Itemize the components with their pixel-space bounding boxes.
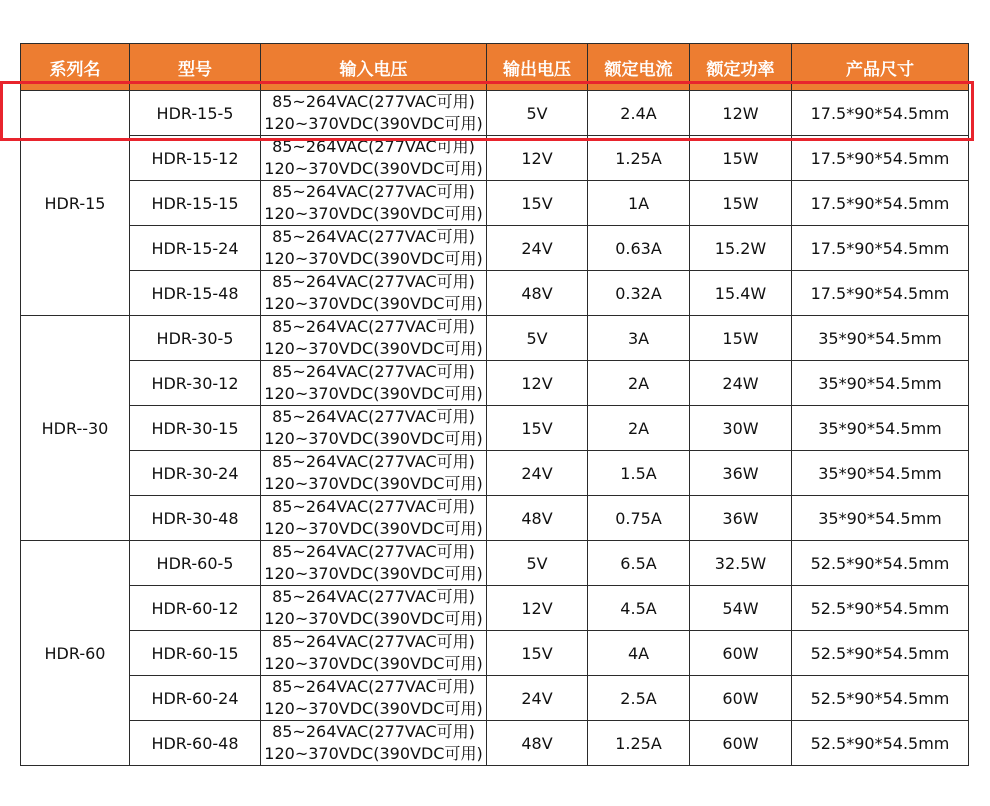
output-voltage-cell: 15V bbox=[487, 181, 588, 226]
model-cell: HDR-60-24 bbox=[130, 676, 261, 721]
input-dc-range: 120~370VDC(390VDC可用) bbox=[264, 159, 483, 178]
input-voltage-cell bbox=[261, 631, 487, 676]
rated-current-cell: 1.25A bbox=[588, 721, 690, 766]
rated-current-cell: 6.5A bbox=[588, 541, 690, 586]
rated-current-cell: 0.75A bbox=[588, 496, 690, 541]
rated-power-cell: 54W bbox=[690, 586, 792, 631]
output-voltage-cell: 5V bbox=[487, 541, 588, 586]
input-dc-range: 120~370VDC(390VDC可用) bbox=[264, 609, 483, 628]
model-cell: HDR-60-12 bbox=[130, 586, 261, 631]
product-size-cell: 35*90*54.5mm bbox=[792, 496, 969, 541]
input-ac-range: 85~264VAC(277VAC可用) bbox=[272, 722, 475, 741]
table-row bbox=[21, 541, 969, 586]
input-ac-range: 85~264VAC(277VAC可用) bbox=[272, 92, 475, 111]
input-voltage-cell bbox=[261, 541, 487, 586]
input-ac-range: 85~264VAC(277VAC可用) bbox=[272, 632, 475, 651]
rated-power-cell: 15W bbox=[690, 181, 792, 226]
input-voltage-cell bbox=[261, 91, 487, 136]
product-size-cell: 17.5*90*54.5mm bbox=[792, 136, 969, 181]
model-cell: HDR-15-12 bbox=[130, 136, 261, 181]
table-row bbox=[21, 721, 969, 766]
header-rated-power: 额定功率 bbox=[690, 44, 792, 91]
rated-current-cell: 2.5A bbox=[588, 676, 690, 721]
series-name-cell: HDR-60 bbox=[21, 541, 130, 766]
table-row bbox=[21, 406, 969, 451]
product-size-cell: 52.5*90*54.5mm bbox=[792, 721, 969, 766]
rated-power-cell: 24W bbox=[690, 361, 792, 406]
input-dc-range: 120~370VDC(390VDC可用) bbox=[264, 114, 483, 133]
input-voltage-cell bbox=[261, 676, 487, 721]
header-rated-current: 额定电流 bbox=[588, 44, 690, 91]
model-cell: HDR-15-24 bbox=[130, 226, 261, 271]
input-ac-range: 85~264VAC(277VAC可用) bbox=[272, 137, 475, 156]
rated-current-cell: 1.5A bbox=[588, 451, 690, 496]
output-voltage-cell: 48V bbox=[487, 496, 588, 541]
output-voltage-cell: 12V bbox=[487, 136, 588, 181]
product-size-cell: 52.5*90*54.5mm bbox=[792, 586, 969, 631]
rated-power-cell: 32.5W bbox=[690, 541, 792, 586]
table-row bbox=[21, 226, 969, 271]
model-cell: HDR-60-5 bbox=[130, 541, 261, 586]
input-dc-range: 120~370VDC(390VDC可用) bbox=[264, 654, 483, 673]
input-voltage-cell bbox=[261, 271, 487, 316]
rated-power-cell: 15W bbox=[690, 316, 792, 361]
input-ac-range: 85~264VAC(277VAC可用) bbox=[272, 587, 475, 606]
input-dc-range: 120~370VDC(390VDC可用) bbox=[264, 699, 483, 718]
input-voltage-cell bbox=[261, 586, 487, 631]
rated-power-cell: 12W bbox=[690, 91, 792, 136]
input-voltage-cell bbox=[261, 406, 487, 451]
input-dc-range: 120~370VDC(390VDC可用) bbox=[264, 519, 483, 538]
spec-table bbox=[20, 43, 969, 766]
output-voltage-cell: 48V bbox=[487, 721, 588, 766]
product-size-cell: 52.5*90*54.5mm bbox=[792, 541, 969, 586]
model-cell: HDR-30-24 bbox=[130, 451, 261, 496]
input-voltage-cell bbox=[261, 721, 487, 766]
series-name-cell: HDR--30 bbox=[21, 316, 130, 541]
model-cell: HDR-30-48 bbox=[130, 496, 261, 541]
table-row bbox=[21, 361, 969, 406]
rated-power-cell: 30W bbox=[690, 406, 792, 451]
rated-power-cell: 36W bbox=[690, 451, 792, 496]
input-ac-range: 85~264VAC(277VAC可用) bbox=[272, 272, 475, 291]
table-row bbox=[21, 586, 969, 631]
output-voltage-cell: 48V bbox=[487, 271, 588, 316]
rated-current-cell: 1.25A bbox=[588, 136, 690, 181]
input-dc-range: 120~370VDC(390VDC可用) bbox=[264, 564, 483, 583]
rated-current-cell: 2A bbox=[588, 361, 690, 406]
input-dc-range: 120~370VDC(390VDC可用) bbox=[264, 294, 483, 313]
input-dc-range: 120~370VDC(390VDC可用) bbox=[264, 204, 483, 223]
input-dc-range: 120~370VDC(390VDC可用) bbox=[264, 384, 483, 403]
product-size-cell: 35*90*54.5mm bbox=[792, 406, 969, 451]
input-ac-range: 85~264VAC(277VAC可用) bbox=[272, 362, 475, 381]
model-cell: HDR-30-15 bbox=[130, 406, 261, 451]
header-input-voltage: 输入电压 bbox=[261, 44, 487, 91]
output-voltage-cell: 24V bbox=[487, 451, 588, 496]
input-ac-range: 85~264VAC(277VAC可用) bbox=[272, 452, 475, 471]
series-name-cell: HDR-15 bbox=[21, 91, 130, 316]
input-voltage-cell bbox=[261, 136, 487, 181]
rated-current-cell: 4.5A bbox=[588, 586, 690, 631]
output-voltage-cell: 15V bbox=[487, 406, 588, 451]
model-cell: HDR-60-15 bbox=[130, 631, 261, 676]
input-dc-range: 120~370VDC(390VDC可用) bbox=[264, 429, 483, 448]
input-ac-range: 85~264VAC(277VAC可用) bbox=[272, 317, 475, 336]
header-row bbox=[21, 44, 969, 91]
input-ac-range: 85~264VAC(277VAC可用) bbox=[272, 542, 475, 561]
table-row bbox=[21, 496, 969, 541]
rated-power-cell: 15.4W bbox=[690, 271, 792, 316]
input-voltage-cell bbox=[261, 226, 487, 271]
rated-power-cell: 15W bbox=[690, 136, 792, 181]
rated-power-cell: 60W bbox=[690, 676, 792, 721]
model-cell: HDR-15-48 bbox=[130, 271, 261, 316]
output-voltage-cell: 24V bbox=[487, 676, 588, 721]
product-size-cell: 17.5*90*54.5mm bbox=[792, 181, 969, 226]
table-row bbox=[21, 316, 969, 361]
input-ac-range: 85~264VAC(277VAC可用) bbox=[272, 497, 475, 516]
rated-current-cell: 2.4A bbox=[588, 91, 690, 136]
input-ac-range: 85~264VAC(277VAC可用) bbox=[272, 677, 475, 696]
output-voltage-cell: 5V bbox=[487, 91, 588, 136]
product-size-cell: 35*90*54.5mm bbox=[792, 361, 969, 406]
rated-current-cell: 2A bbox=[588, 406, 690, 451]
header-series: 系列名 bbox=[21, 44, 130, 91]
table-row bbox=[21, 451, 969, 496]
product-size-cell: 17.5*90*54.5mm bbox=[792, 271, 969, 316]
rated-current-cell: 3A bbox=[588, 316, 690, 361]
input-voltage-cell bbox=[261, 316, 487, 361]
product-size-cell: 52.5*90*54.5mm bbox=[792, 631, 969, 676]
table-row bbox=[21, 136, 969, 181]
rated-power-cell: 36W bbox=[690, 496, 792, 541]
model-cell: HDR-60-48 bbox=[130, 721, 261, 766]
input-dc-range: 120~370VDC(390VDC可用) bbox=[264, 744, 483, 763]
rated-power-cell: 60W bbox=[690, 631, 792, 676]
product-size-cell: 35*90*54.5mm bbox=[792, 451, 969, 496]
model-cell: HDR-30-12 bbox=[130, 361, 261, 406]
input-voltage-cell bbox=[261, 451, 487, 496]
output-voltage-cell: 12V bbox=[487, 361, 588, 406]
input-dc-range: 120~370VDC(390VDC可用) bbox=[264, 249, 483, 268]
table-row bbox=[21, 181, 969, 226]
table-row bbox=[21, 676, 969, 721]
product-size-cell: 17.5*90*54.5mm bbox=[792, 226, 969, 271]
output-voltage-cell: 5V bbox=[487, 316, 588, 361]
header-product-size: 产品尺寸 bbox=[792, 44, 969, 91]
table-row bbox=[21, 271, 969, 316]
output-voltage-cell: 12V bbox=[487, 586, 588, 631]
rated-current-cell: 0.63A bbox=[588, 226, 690, 271]
rated-current-cell: 0.32A bbox=[588, 271, 690, 316]
output-voltage-cell: 15V bbox=[487, 631, 588, 676]
header-output-voltage: 输出电压 bbox=[487, 44, 588, 91]
input-voltage-cell bbox=[261, 361, 487, 406]
model-cell: HDR-15-15 bbox=[130, 181, 261, 226]
rated-power-cell: 15.2W bbox=[690, 226, 792, 271]
table-row bbox=[21, 631, 969, 676]
output-voltage-cell: 24V bbox=[487, 226, 588, 271]
rated-power-cell: 60W bbox=[690, 721, 792, 766]
rated-current-cell: 4A bbox=[588, 631, 690, 676]
spec-body bbox=[21, 91, 969, 766]
product-size-cell: 52.5*90*54.5mm bbox=[792, 676, 969, 721]
product-size-cell: 17.5*90*54.5mm bbox=[792, 91, 969, 136]
product-size-cell: 35*90*54.5mm bbox=[792, 316, 969, 361]
input-dc-range: 120~370VDC(390VDC可用) bbox=[264, 474, 483, 493]
input-ac-range: 85~264VAC(277VAC可用) bbox=[272, 227, 475, 246]
input-voltage-cell bbox=[261, 496, 487, 541]
table-row bbox=[21, 91, 969, 136]
input-dc-range: 120~370VDC(390VDC可用) bbox=[264, 339, 483, 358]
input-ac-range: 85~264VAC(277VAC可用) bbox=[272, 182, 475, 201]
header-model: 型号 bbox=[130, 44, 261, 91]
input-voltage-cell bbox=[261, 181, 487, 226]
rated-current-cell: 1A bbox=[588, 181, 690, 226]
model-cell: HDR-30-5 bbox=[130, 316, 261, 361]
model-cell: HDR-15-5 bbox=[130, 91, 261, 136]
input-ac-range: 85~264VAC(277VAC可用) bbox=[272, 407, 475, 426]
